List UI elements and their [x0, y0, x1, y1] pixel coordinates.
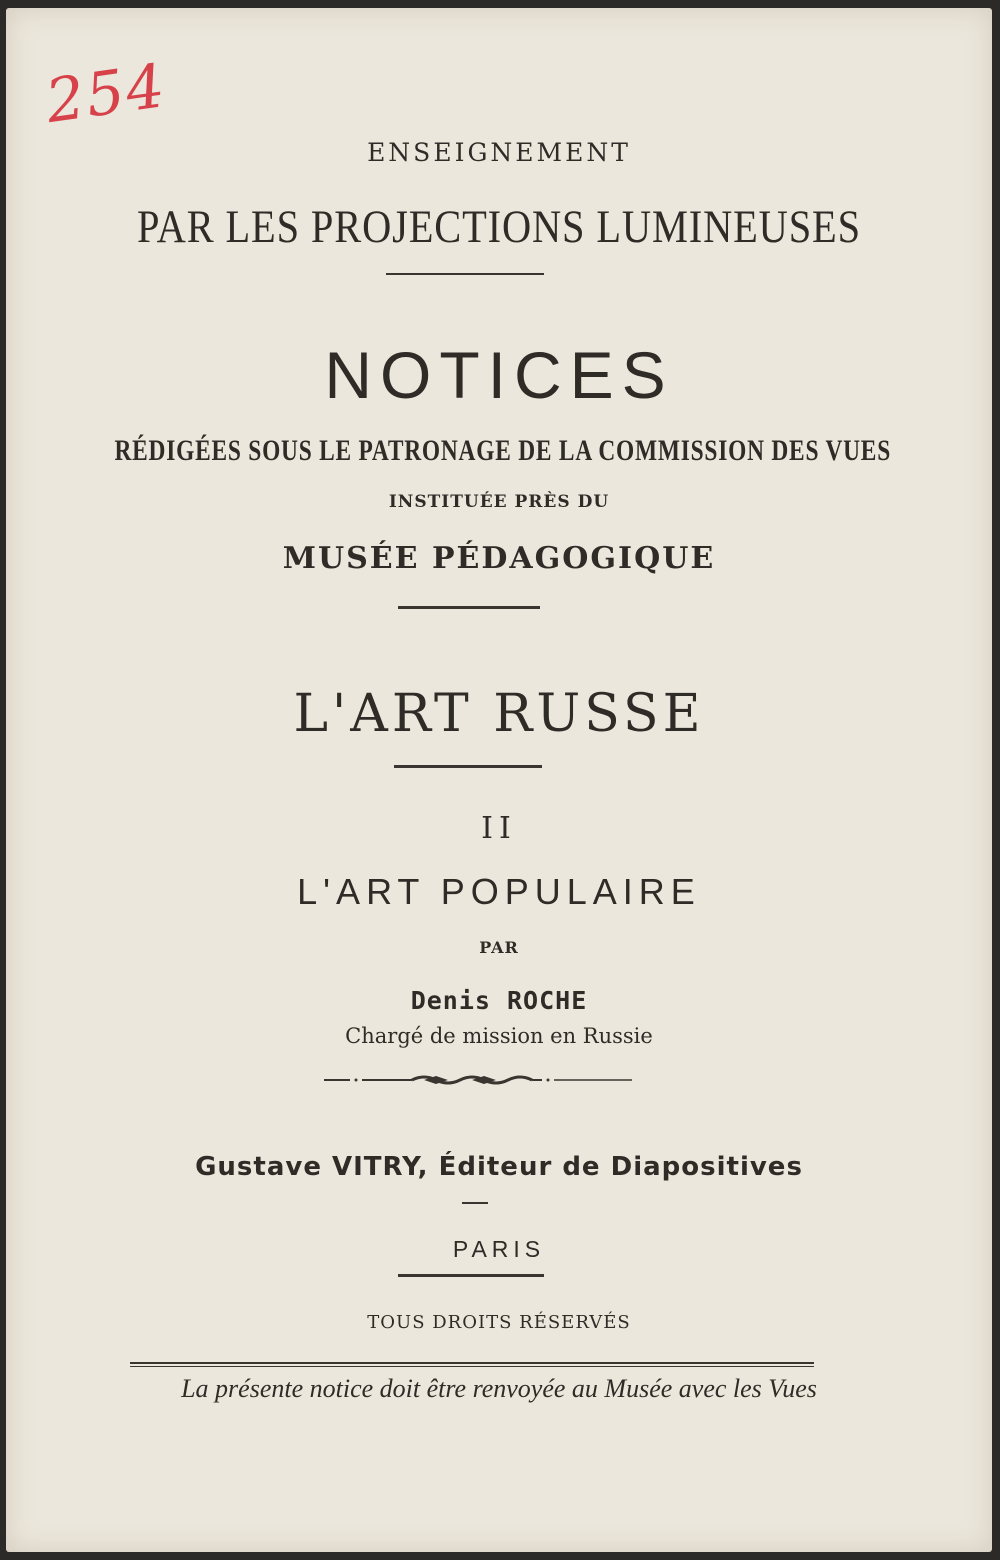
by-label: PAR — [479, 938, 519, 957]
patronage-line: RÉDIGÉES SOUS LE PATRONAGE DE LA COMMISSION DES VUES — [114, 434, 891, 467]
divider-rule — [394, 765, 542, 768]
instituted-line: INSTITUÉE PRÈS DU — [388, 492, 610, 512]
divider-rule — [398, 606, 540, 609]
author-name: Denis ROCHE — [410, 986, 588, 1015]
publisher-city: PARIS — [452, 1236, 546, 1262]
divider-rule — [398, 1274, 544, 1277]
rights-notice: TOUS DROITS RÉSERVÉS — [367, 1312, 631, 1333]
museum-name: MUSÉE PÉDAGOGIQUE — [282, 541, 716, 576]
footer-rule — [130, 1362, 814, 1364]
author-role: Chargé de mission en Russie — [345, 1024, 653, 1048]
work-subtitle: L'ART POPULAIRE — [297, 871, 701, 912]
work-title: L'ART RUSSE — [293, 684, 705, 744]
notices-title: NOTICES — [324, 338, 674, 412]
return-notice: La présente notice doit être renvoyée au Musée avec les Vues — [181, 1374, 817, 1403]
ornament-icon — [324, 1072, 634, 1088]
short-rule — [462, 1202, 488, 1204]
footer-rule — [130, 1366, 814, 1367]
series-subtitle: PAR LES PROJECTIONS LUMINEUSES — [137, 201, 861, 253]
divider-rule — [386, 273, 544, 275]
series-title: ENSEIGNEMENT — [367, 138, 631, 167]
volume-number: II — [481, 811, 517, 846]
title-page — [6, 8, 992, 1552]
handwritten-number: 254 — [41, 50, 171, 138]
publisher-name: Gustave VITRY, Éditeur de Diapositives — [195, 1152, 803, 1182]
